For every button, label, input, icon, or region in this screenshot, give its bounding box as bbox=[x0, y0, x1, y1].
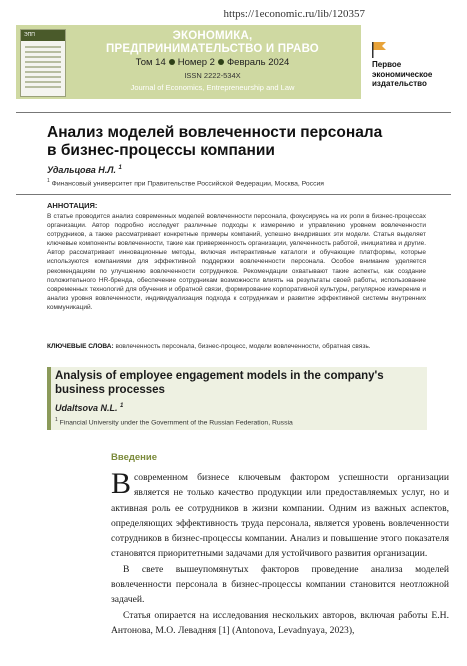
publisher-name: Первое экономическое издательство bbox=[372, 60, 433, 88]
abstract-text: В статье проводится анализ современных моделей вовлеченности персонала, фокусируясь на их роли в бизнес-процессах организации. Автор подробно исследует различные подходы к измерению и управлению уровнем вовлеченности сотрудников, а также рассматривает конкретные примеры компаний, успешно внедривших эти модели. Статья выделяет ключевые компоненты вовлеченности, такие как приверженность организации, увлеченность работой, инициатива и другие. Автор рассматривает инновационные методы, включая интерактивные каталоги и обучающие платформы, которые используются компаниями для эффективной поддержки вовлеченности персонала. Особое внимание уделяется рекомендациям по улучшению вовлеченности сотрудников. Рекомендации охватывают такие аспекты, как создание положительного HR-бренда, обеспечение сотрудникам возможности влиять на результаты своей работы, использование современных технологий для обучения и обратной связи, формирование корпоративной культуры, регулярное измерение и анализ уровня вовлеченности, индивидуализация подхода к сотрудникам и развитие эффективной системы внутренних коммуникаций. bbox=[47, 213, 426, 311]
journal-number: Номер 2 bbox=[177, 57, 215, 68]
author-affiliation: $^1$ Финансовый университет при Правительстве Российской Федерации, Москва, Россия bbox=[47, 178, 324, 188]
english-article-title: Analysis of employee engagement models in the company's business processes bbox=[55, 370, 384, 396]
drop-cap: В bbox=[111, 467, 132, 500]
journal-title: ЭКОНОМИКА, ПРЕДПРИНИМАТЕЛЬСТВО И ПРАВО bbox=[106, 30, 319, 55]
journal-cover-thumbnail bbox=[20, 29, 66, 97]
cover-label: ЭПП bbox=[24, 32, 35, 38]
paragraph: В свете вышеупомянутых факторов проведение анализа моделей вовлеченности персонала в бизнес-процессы компании становится неотложной задачей. bbox=[111, 563, 449, 606]
keywords-text: вовлеченность персонала, бизнес-процесс, модели вовлеченности, обратная связь. bbox=[115, 343, 371, 350]
journal-volume: Том 14 bbox=[135, 57, 166, 68]
header-divider bbox=[16, 112, 451, 113]
abstract-label: АННОТАЦИЯ: bbox=[47, 201, 98, 210]
flag-icon bbox=[372, 42, 386, 58]
abstract-divider bbox=[16, 194, 451, 195]
journal-issue-info bbox=[70, 57, 355, 68]
english-affiliation: $^1$ Financial University under the Government of the Russian Federation, Russia bbox=[55, 417, 293, 427]
journal-issn: ISSN 2222-534X bbox=[184, 71, 241, 80]
article-title: Анализ моделей вовлеченности персонала в бизнес-процессы компании bbox=[47, 124, 383, 159]
keywords bbox=[47, 343, 447, 350]
english-author-name: Udaltsova N.L. $^1$ bbox=[55, 403, 124, 413]
journal-english-title: Journal of Economics, Entrepreneurship and Law bbox=[130, 83, 295, 92]
paragraph: Статья опирается на исследования нескольких авторов, включая работы Е.Н. Антонова, М.О. Левадняя [1] (Antonova, Levadnyaya, 2023), bbox=[111, 609, 449, 636]
section-heading-introduction: Введение bbox=[111, 452, 158, 463]
article-url[interactable]: https://1economic.ru/lib/120357 bbox=[223, 8, 365, 20]
keywords-label: КЛЮЧЕВЫЕ СЛОВА: bbox=[47, 343, 114, 350]
journal-date: Февраль 2024 bbox=[226, 57, 290, 68]
author-name: Удальцова Н.Л. $^1$ bbox=[47, 165, 122, 175]
english-title-block bbox=[47, 367, 427, 430]
introduction-body bbox=[111, 467, 449, 638]
paragraph: Всовременном бизнесе ключевым фактором успешности организации является не только качество продукции или предоставляемых услуг, но и активная роль ее сотрудников в жизни компании. Одним из важных аспектов, определяющих эффективность труда персонала, является уровень вовлеченности сотрудников в бизнес-процессы компании. Анализ и повышение этого показателя становятся приоритетными задачами для устойчивого развития организации. bbox=[111, 467, 449, 560]
